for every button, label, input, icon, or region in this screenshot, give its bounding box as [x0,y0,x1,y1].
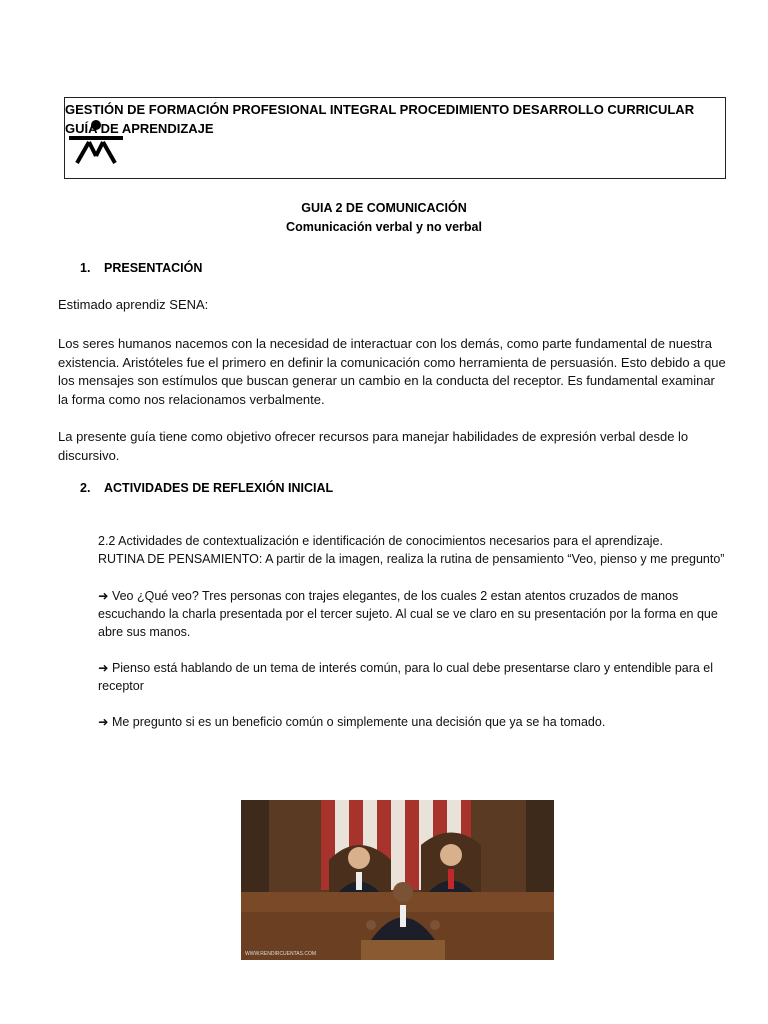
speech-illustration [241,800,554,960]
activity-line: 2.2 Actividades de contextualización e identificación de conocimientos necesarios para el aprendizaje. [98,534,663,548]
section-title: PRESENTACIÓN [104,261,203,275]
section-number: 1. [80,261,91,275]
section-presentacion-heading [80,261,202,275]
routine-line: RUTINA DE PENSAMIENTO: A partir de la imagen, realiza la rutina de pensamiento “Veo, pienso y me pregunto” [98,552,725,566]
person-left [329,845,391,900]
pienso-paragraph: ➜ Pienso está hablando de un tema de interés común, para lo cual debe presentarse claro y entendible para el receptor [98,661,714,693]
person-right [421,833,481,901]
section-title: ACTIVIDADES DE REFLEXIÓN INICIAL [104,481,334,495]
guide-subtitle: Comunicación verbal y no verbal [286,220,482,234]
pregunto-paragraph: ➜ Me pregunto si es un beneficio común o simplemente una decisión que ya se ha tomado. [98,715,606,729]
section-number: 2. [80,481,91,495]
paragraph-objective: La presente guía tiene como objetivo ofrecer recursos para manejar habilidades de expresión verbal desde lo discursivo. [58,429,689,463]
veo-paragraph: ➜ Veo ¿Qué veo? Tres personas con trajes elegantes, de los cuales 2 estan atentos cruzados de manos escuchando la charla presentada por el tercer sujeto. Al cual se ve claro en su presentación por la forma en que abre sus manos. [98,589,718,639]
paragraph-intro: Los seres humanos nacemos con la necesidad de interactuar con los demás, como parte fundamental de nuestra existencia. Aristóteles fue el primero en definir la comunicación como herramienta de persuasión. Esto debido a que los mensajes son estímulos que buscan generar un cambio en la conducta del receptor. Es fundamental examinar la forma como nos relacionamos verbalmente. [58,336,726,407]
section-reflexion-heading [80,481,333,495]
guide-title: GUIA 2 DE COMUNICACIÓN [301,201,467,215]
header-box [64,97,726,179]
photo-watermark: WWW.RENDIRCUENTAS.COM [245,951,317,957]
speech-photo [241,800,554,960]
header-title: GESTIÓN DE FORMACIÓN PROFESIONAL INTEGRAL PROCEDIMIENTO DESARROLLO CURRICULAR GUÍA DE APRENDIZAJE [65,102,695,136]
greeting: Estimado aprendiz SENA: [58,297,209,312]
